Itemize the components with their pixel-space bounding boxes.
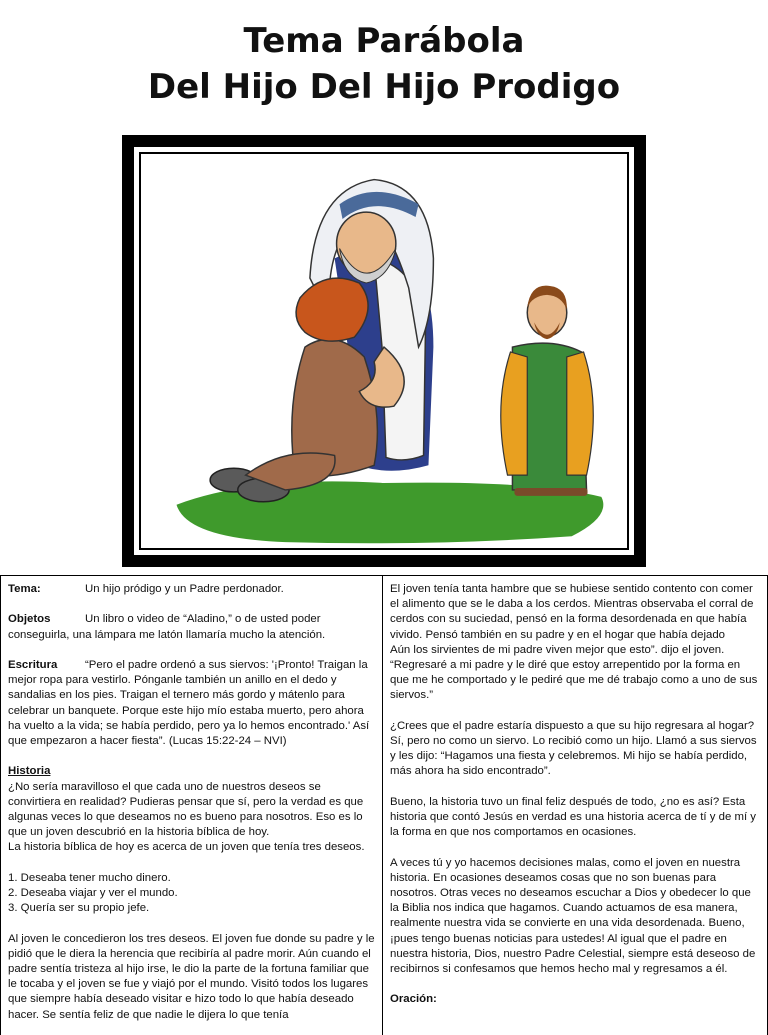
right-paragraph-5: A veces tú y yo hacemos decisiones malas, como el joven en nuestra historia. En ocasiones deseamos cosas que no son buenas para nosotros. Otras veces no deseamos escuchar a Dios y obedecer lo que la Biblia nos indica que hagamos. Cuando actuamos de esa manera, realmente nuestra vida se convierte en una vida desordenada. Bueno, ¡pues tengo buenas noticias para ustedes! Al igual que el padre en nuestra historia, Dios, nuestro Padre Celestial, siempre está deseoso de recibirnos si confesamos que hemos hecho mal y regresamos a él. <box>390 856 756 976</box>
right-paragraph-3: ¿Crees que el padre estaría dispuesto a que su hijo regresara al hogar? Sí, pero no como un siervo. Lo recibió como un hijo. Llamó a sus siervos y les dijo: “Hagamos una fiesta y celebremos. Mi hijo se había perdido, más ahora ha sido encontrado”. <box>390 719 757 778</box>
escritura-label: Escritura <box>8 658 58 671</box>
objetos-label: Objetos <box>8 613 51 626</box>
right-paragraph-2: Aún los sirvientes de mi padre viven mejor que esto”. dijo el joven. “Regresaré a mi padre y le diré que estoy arrepentido por la forma en que me he comportado y le pediré que me dé trabajo como a uno de sus siervos.” <box>390 643 758 702</box>
brother-vest-left <box>501 352 527 475</box>
list-item: 1. Deseaba tener mucho dinero. <box>8 871 171 884</box>
escritura-row <box>8 658 376 749</box>
right-paragraph-4: Bueno, la historia tuvo un final feliz después de todo, ¿no es así? Esta historia que contó Jesús en verdad es una historia acerca de tí y de mí y la forma en que nos comportamos en ocasiones. <box>390 795 756 839</box>
tema-label: Tema: <box>8 583 41 595</box>
list-item: 2. Deseaba viajar y ver el mundo. <box>8 887 178 899</box>
escritura-text: “Pero el padre ordenó a sus siervos: '¡Pronto! Traigan la mejor ropa para vestirlo. Pónganle también un anillo en el dedo y sandalias en los pies. Traigan el ternero más gordo y mátenlo para celebrar un banquete. Porque este hijo mío estaba muerto, pero ahora ha vuelto a la vida; se había perdido, pero ya lo hemos encontrado.' Así que empezaron a hacer fiesta”. (Lucas 15:22-24 – NVI) <box>8 658 370 747</box>
historia-heading: Historia <box>8 765 51 778</box>
deseos-list <box>8 871 376 917</box>
oracion-label: Oración: <box>390 993 437 1006</box>
brother-vest-right <box>567 352 593 475</box>
title-line-2: Del Hijo Del Hijo Prodigo <box>147 67 621 107</box>
right-paragraph-1: El joven tenía tanta hambre que se hubiese sentido contento con comer el alimento que se le daba a los cerdos. Mientras observaba el corral de cerdos con su suciedad, pensó en la forma desordenada en que había vivido. Pensó también en su padre y en el hogar que había dejado <box>390 583 754 641</box>
lesson-table <box>0 575 768 1035</box>
brother-feet <box>514 488 587 496</box>
objetos-text: Un libro o video de “Aladino,” o de usted poder conseguirla, una lámpara me latón llamaría mucho la atención. <box>8 613 326 641</box>
historia-paragraph-2: La historia bíblica de hoy es acerca de un joven que tenía tres deseos. <box>8 841 365 854</box>
illustration-svg <box>137 150 631 552</box>
page-title <box>0 18 768 110</box>
historia-paragraph-1: ¿No sería maravilloso el que cada uno de nuestros deseos se convirtiera en realidad? Pudieras pensar que sí, pero la verdad es que algunas veces lo que deseamos no es bueno para nosotros. Eso es lo que un joven descubrió en la historia bíblica de hoy. <box>8 780 364 839</box>
prodigal-son-illustration-icon <box>134 147 634 555</box>
left-column <box>0 576 383 1035</box>
tema-text: Un hijo pródigo y un Padre perdonador. <box>85 583 284 595</box>
title-line-1: Tema Parábola <box>243 21 525 61</box>
tema-row <box>8 582 376 597</box>
illustration-frame <box>122 135 646 567</box>
son-hair <box>296 278 368 341</box>
historia-paragraph-3: Al joven le concedieron los tres deseos. El joven fue donde su padre y le pidió que le diera la herencia que recibiría al padre morir. Aún cuando el padre sentía tristeza al hijo irse, le dio la parte de la fortuna familiar que le tocaba y el joven se fue y viajó por el mundo. Visitó todos los lugares que siempre había deseado visitar e hizo todo lo que había deseado hacer. Se sentía feliz de que nadie le dijera lo que tenía <box>8 932 375 1021</box>
right-column <box>383 576 768 1035</box>
list-item: 3. Quería ser su propio jefe. <box>8 902 150 915</box>
objetos-row <box>8 612 376 642</box>
